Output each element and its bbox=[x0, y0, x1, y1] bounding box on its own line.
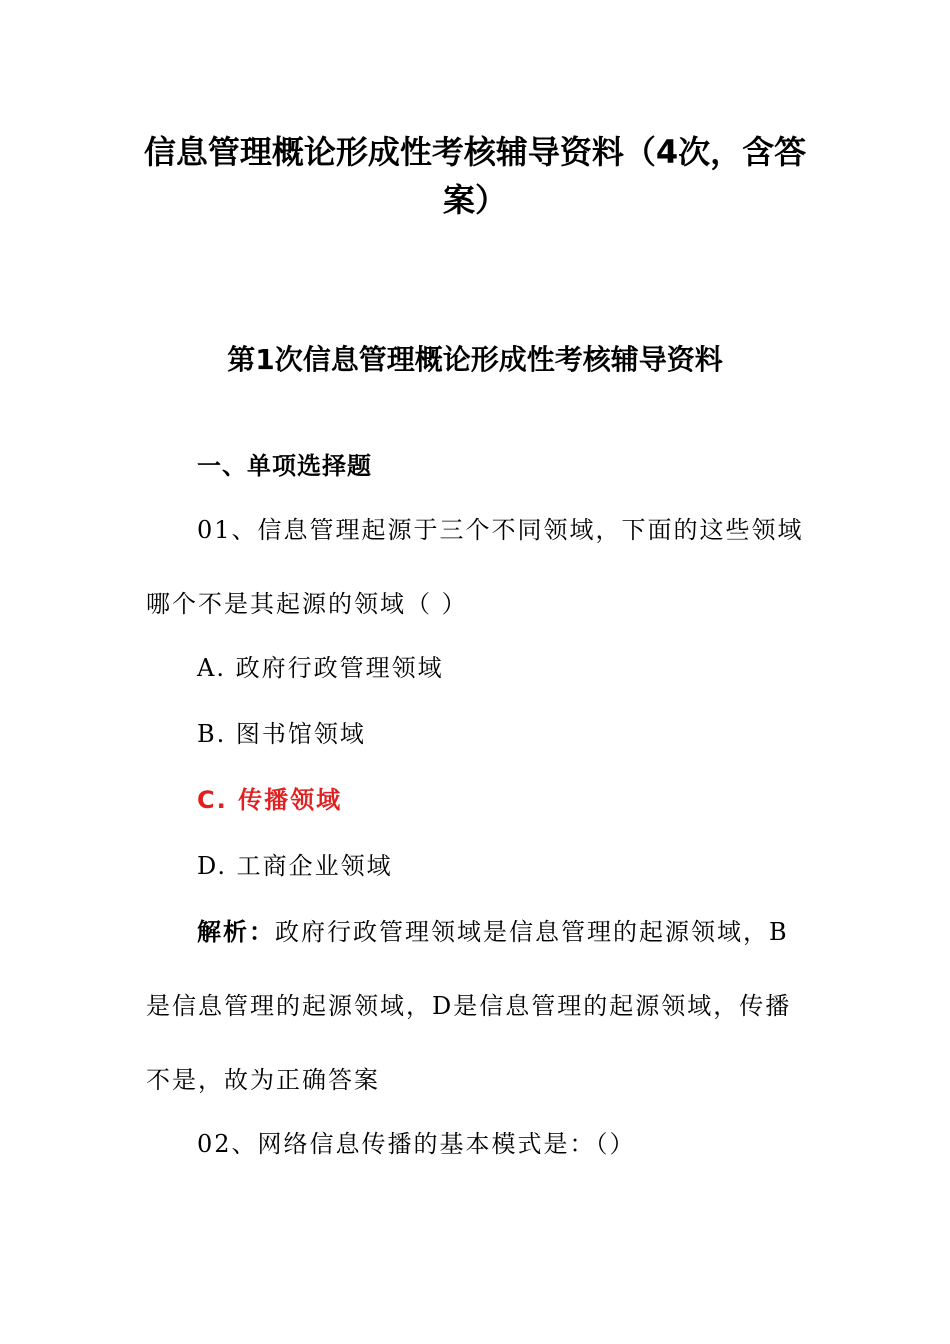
question-1-text-line-2: 哪个不是其起源的领域（ ） bbox=[146, 590, 468, 618]
document-title-line-1: 信息管理概论形成性考核辅导资料（4次，含答 bbox=[143, 133, 807, 171]
question-1-analysis-line-3: 不是，故为正确答案 bbox=[146, 1066, 380, 1094]
question-1-analysis-line-2: 是信息管理的起源领域，D是信息管理的起源领域，传播 bbox=[146, 992, 792, 1020]
question-2-text-line-1: 02、网络信息传播的基本模式是：（） bbox=[197, 1130, 636, 1158]
question-1-text-line-1: 01、信息管理起源于三个不同领域，下面的这些领域 bbox=[197, 516, 804, 544]
question-1-option-c-correct: C. 传播领域 bbox=[197, 786, 343, 814]
analysis-text-1: 政府行政管理领域是信息管理的起源领域，B bbox=[275, 918, 789, 946]
document-title-line-2: 案） bbox=[442, 181, 507, 219]
question-1-option-d: D. 工商企业领域 bbox=[197, 852, 393, 880]
question-1-option-b: B. 图书馆领域 bbox=[197, 720, 366, 748]
question-1-option-a: A. 政府行政管理领域 bbox=[197, 654, 444, 682]
part-heading: 一、单项选择题 bbox=[197, 452, 372, 480]
analysis-label: 解析： bbox=[197, 918, 275, 946]
section-title: 第1次信息管理概论形成性考核辅导资料 bbox=[227, 343, 723, 376]
question-1-analysis-line-1 bbox=[197, 912, 857, 952]
